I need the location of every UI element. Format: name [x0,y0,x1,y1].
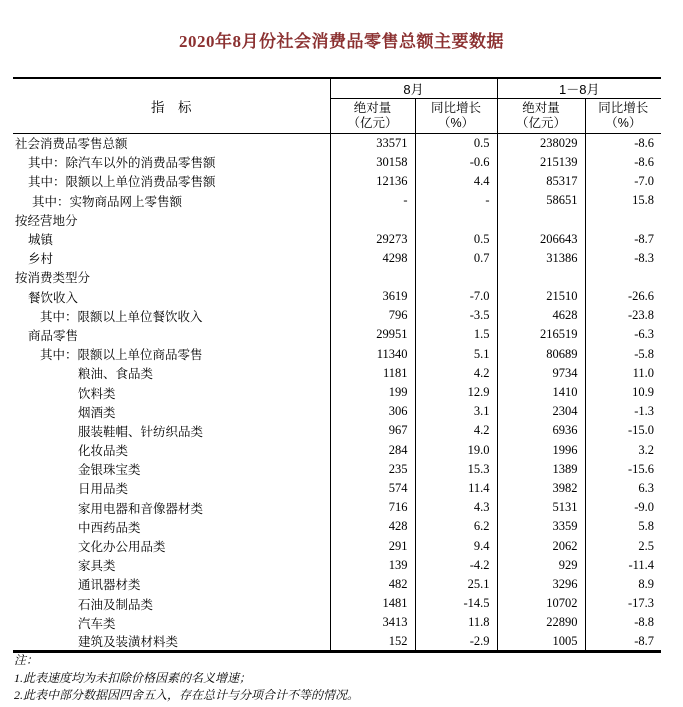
table-row [13,517,661,536]
row-value: 5.1 [415,345,497,364]
row-value: -26.6 [585,287,661,306]
table-row [13,306,661,325]
row-value: 199 [330,383,415,402]
header-line: 绝对量 [353,101,392,115]
row-value: -8.7 [585,229,661,248]
table-row [13,249,661,268]
row-label: 其中：实物商品网上零售额 [32,194,183,209]
table-row [13,268,661,287]
table-row [13,613,661,632]
footnotes [14,652,359,705]
table-row [13,153,661,172]
row-value: -17.3 [585,594,661,613]
row-value: 5131 [497,498,585,517]
indicator-column-header: 指 标 [13,78,330,134]
header-line: （%） [437,116,475,130]
row-value [585,268,661,287]
row-value: 12136 [330,172,415,191]
page-title: 2020年8月份社会消费品零售总额主要数据 [179,32,504,51]
row-value: -8.7 [585,632,661,652]
row-value: -8.8 [585,613,661,632]
row-value: 1996 [497,441,585,460]
row-value: -4.2 [415,556,497,575]
row-value: 1.5 [415,325,497,344]
footnote-item: 1.此表速度均为未扣除价格因素的名义增速； [14,670,252,685]
cum-absolute-header [497,99,585,134]
row-value: 12.9 [415,383,497,402]
row-value: -8.6 [585,134,661,153]
row-value: -8.3 [585,249,661,268]
row-label: 石油及制品类 [78,597,154,612]
row-value: 29951 [330,325,415,344]
row-value: 22890 [497,613,585,632]
row-value [330,268,415,287]
row-label: 建筑及装潢材料类 [78,635,179,650]
row-value [330,210,415,229]
august-group-header: 8月 [330,78,497,99]
row-value: 4.3 [415,498,497,517]
row-value: 11.0 [585,364,661,383]
table-body [13,134,661,652]
row-value: 6936 [497,421,585,440]
row-value: -14.5 [415,594,497,613]
table-row [13,364,661,383]
row-label: 家用电器和音像器材类 [78,501,204,516]
row-value: -8.6 [585,153,661,172]
row-value: 3.1 [415,402,497,421]
row-label: 化妆品类 [78,444,129,459]
row-label: 日用品类 [78,482,129,497]
row-value: 3359 [497,517,585,536]
row-value: 0.5 [415,134,497,153]
row-value: -5.8 [585,345,661,364]
row-label: 商品零售 [28,328,79,343]
table-header [13,78,661,134]
row-value: 796 [330,306,415,325]
row-value: 9.4 [415,536,497,555]
row-value: -11.4 [585,556,661,575]
row-value: 2062 [497,536,585,555]
row-value: -23.8 [585,306,661,325]
row-value: 216519 [497,325,585,344]
row-label: 家具类 [78,559,116,574]
row-value: 58651 [497,191,585,210]
row-label: 其中：限额以上单位商品零售 [40,348,203,363]
row-value: 3982 [497,479,585,498]
row-value: -6.3 [585,325,661,344]
row-value: 25.1 [415,575,497,594]
row-value: 5.8 [585,517,661,536]
row-value: 80689 [497,345,585,364]
header-line: （%） [605,116,642,130]
table-row [13,383,661,402]
table-row [13,441,661,460]
row-label: 服装鞋帽、针纺织品类 [78,424,204,439]
row-value: 85317 [497,172,585,191]
row-value: 30158 [330,153,415,172]
row-label: 按经营地分 [15,213,78,228]
row-value [497,210,585,229]
row-value [415,268,497,287]
row-label: 社会消费品零售总额 [15,137,128,152]
row-value: 428 [330,517,415,536]
row-value: 306 [330,402,415,421]
row-label: 饮料类 [78,386,116,401]
row-value: 29273 [330,229,415,248]
table-row [13,556,661,575]
row-value: -7.0 [585,172,661,191]
row-value: 206643 [497,229,585,248]
row-value: -9.0 [585,498,661,517]
row-value: -15.6 [585,460,661,479]
row-value: 8.9 [585,575,661,594]
row-value: -15.0 [585,421,661,440]
row-value: 716 [330,498,415,517]
footnote-heading: 注： [14,653,39,667]
row-value: 4.4 [415,172,497,191]
table-row [13,172,661,191]
header-line: （亿元） [516,116,567,130]
row-value: 152 [330,632,415,652]
row-value: 1410 [497,383,585,402]
table-row [13,402,661,421]
table-row [13,421,661,440]
row-value: 2.5 [585,536,661,555]
table-row [13,210,661,229]
row-label: 城镇 [28,233,54,248]
table-row [13,229,661,248]
row-value: 4628 [497,306,585,325]
row-value: 3619 [330,287,415,306]
row-value: 10702 [497,594,585,613]
table-row [13,536,661,555]
row-value: 3.2 [585,441,661,460]
row-value: 967 [330,421,415,440]
table-row [13,498,661,517]
row-value: 0.7 [415,249,497,268]
row-value: 235 [330,460,415,479]
table-row [13,575,661,594]
table-row [13,287,661,306]
row-value: -7.0 [415,287,497,306]
row-label: 餐饮收入 [28,290,79,305]
row-value: 2304 [497,402,585,421]
row-value: 4.2 [415,364,497,383]
row-label: 金银珠宝类 [78,463,141,478]
table-row [13,191,661,210]
row-value: 31386 [497,249,585,268]
row-value: 291 [330,536,415,555]
row-label: 粮油、食品类 [78,367,154,382]
header-line: 同比增长 [598,101,649,115]
row-value: 1181 [330,364,415,383]
row-value: 10.9 [585,383,661,402]
row-value: 15.3 [415,460,497,479]
row-label: 其中：限额以上单位消费品零售额 [28,175,216,190]
row-value: 1005 [497,632,585,652]
row-label: 按消费类型分 [15,271,91,286]
header-line: 绝对量 [522,101,560,115]
row-value: 4.2 [415,421,497,440]
header-line: （亿元） [347,116,398,130]
row-value: 482 [330,575,415,594]
row-label: 文化办公用品类 [78,540,166,555]
row-label: 中西药品类 [78,520,141,535]
row-value: -3.5 [415,306,497,325]
row-label: 其中：除汽车以外的消费品零售额 [28,156,216,171]
row-value [415,210,497,229]
row-value: 1389 [497,460,585,479]
row-value: 3296 [497,575,585,594]
table-row [13,345,661,364]
table-row [13,632,661,652]
table-row [13,479,661,498]
row-value: -2.9 [415,632,497,652]
row-value: 3413 [330,613,415,632]
row-value: 19.0 [415,441,497,460]
retail-sales-table [13,77,661,653]
jan-aug-group-header: 1－8月 [497,78,661,99]
row-value: 238029 [497,134,585,153]
row-value: 11340 [330,345,415,364]
row-value: 929 [497,556,585,575]
table-row [13,594,661,613]
row-value: -1.3 [585,402,661,421]
table-row [13,325,661,344]
table-row [13,460,661,479]
row-value: 11.4 [415,479,497,498]
table-row [13,134,661,153]
row-value: 6.2 [415,517,497,536]
row-value: 6.3 [585,479,661,498]
row-value: 284 [330,441,415,460]
row-label: 其中：限额以上单位餐饮收入 [40,309,203,324]
row-value: 1481 [330,594,415,613]
row-label: 乡村 [28,252,54,267]
row-value: 574 [330,479,415,498]
row-value [497,268,585,287]
aug-absolute-header [330,99,415,134]
row-label: 通讯器材类 [78,578,141,593]
row-value: 4298 [330,249,415,268]
row-value: 0.5 [415,229,497,248]
row-value: - [415,191,497,210]
row-label: 汽车类 [78,616,116,631]
row-value: 9734 [497,364,585,383]
row-value [585,210,661,229]
header-group-row [13,78,661,99]
row-value: - [330,191,415,210]
row-value: 33571 [330,134,415,153]
footnote-item: 2.此表中部分数据因四舍五入，存在总计与分项合计不等的情况。 [14,688,360,702]
header-line: 同比增长 [431,101,482,115]
aug-yoy-header [415,99,497,134]
row-value: 21510 [497,287,585,306]
cum-yoy-header [585,99,661,134]
row-value: -0.6 [415,153,497,172]
row-value: 11.8 [415,613,497,632]
row-value: 139 [330,556,415,575]
row-value: 15.8 [585,191,661,210]
row-value: 215139 [497,153,585,172]
row-label: 烟酒类 [78,405,116,420]
